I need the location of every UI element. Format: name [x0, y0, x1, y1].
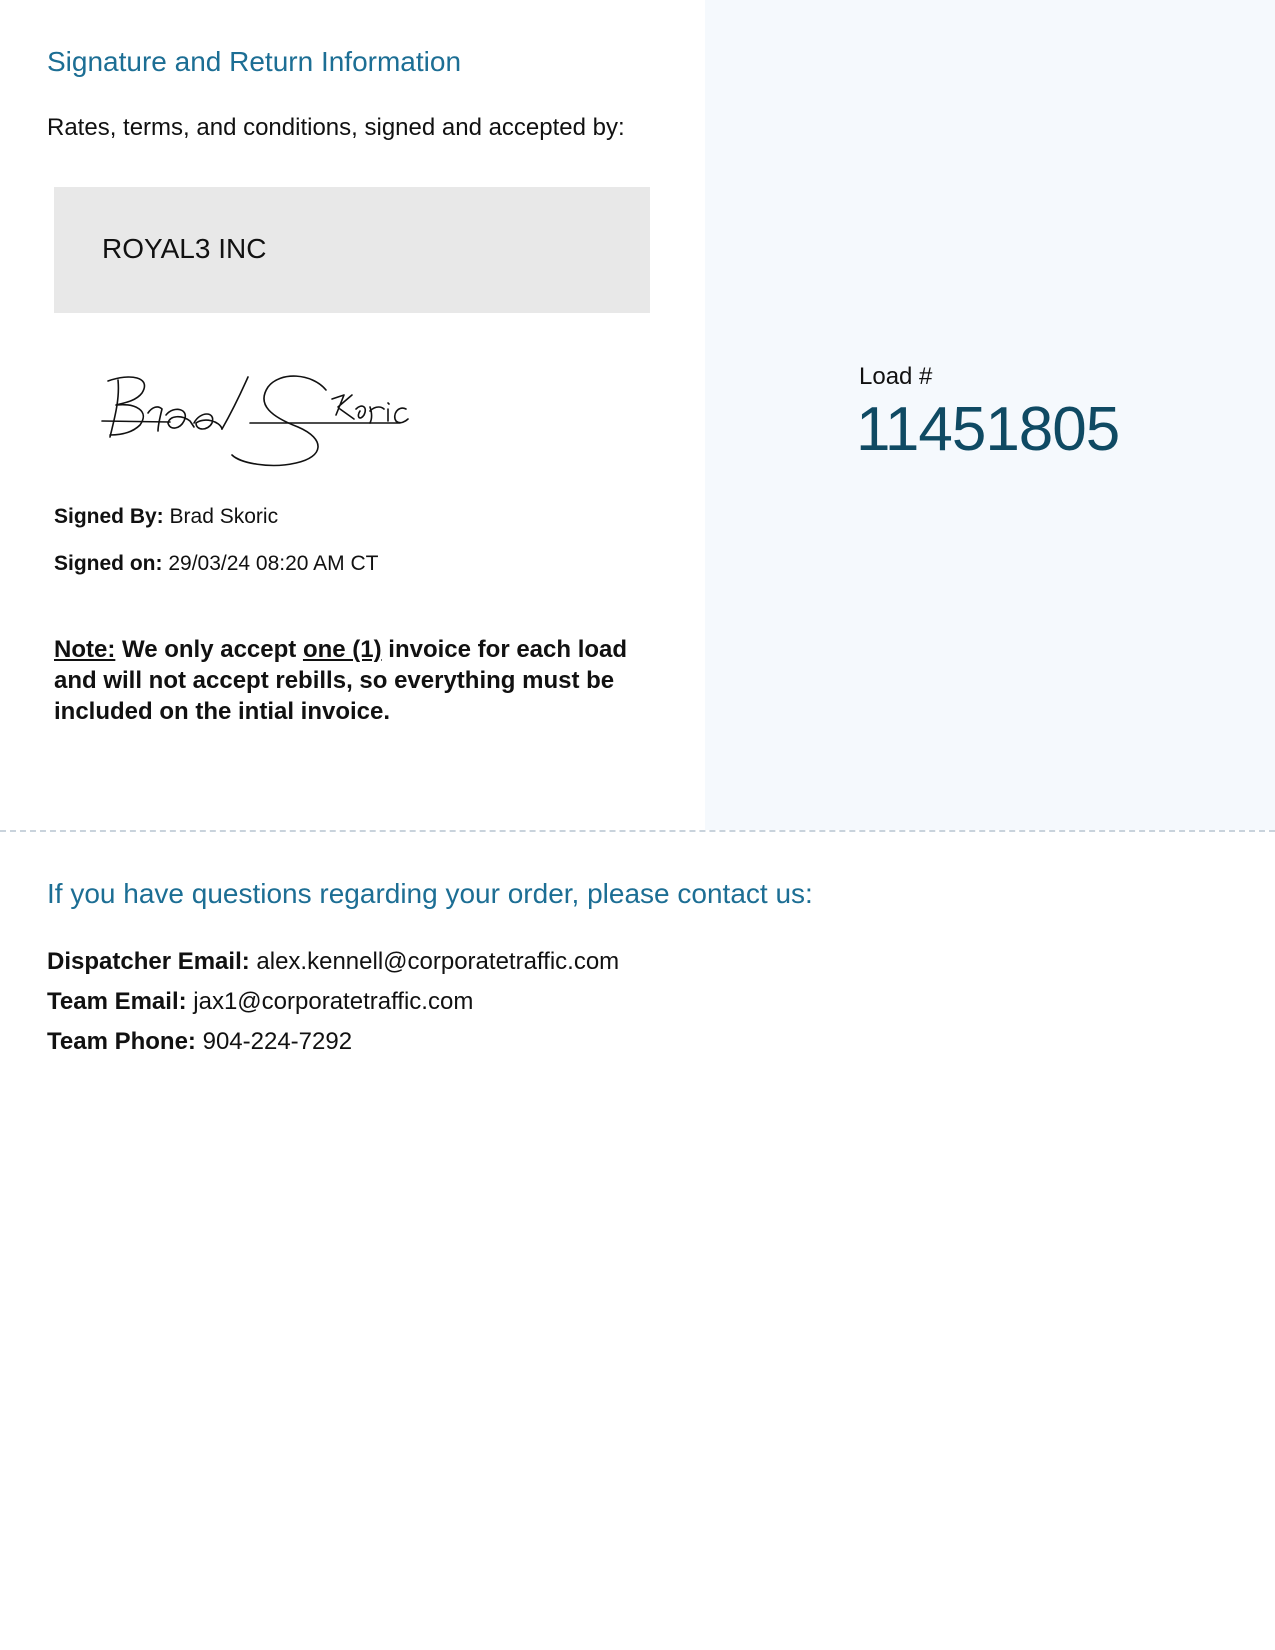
- note-emphasis: one (1): [302, 636, 382, 663]
- acceptance-intro: Rates, terms, and conditions, signed and accepted by:: [47, 114, 625, 141]
- dispatcher-email-line: [47, 948, 619, 976]
- team-phone-line: [47, 1028, 352, 1056]
- dispatcher-email-value[interactable]: alex.kennell@corporatetraffic.com: [256, 948, 620, 975]
- signed-by-value: Brad Skoric: [169, 505, 279, 528]
- company-name: ROYAL3 INC: [102, 233, 267, 264]
- company-box: [54, 187, 650, 313]
- signature-text: Brad Skoric: [100, 365, 106, 366]
- handwritten-signature: [100, 365, 430, 470]
- team-email-label: Team Email:: [47, 988, 187, 1015]
- note-text-before: We only accept: [122, 636, 297, 663]
- team-email-value[interactable]: jax1@corporatetraffic.com: [193, 988, 474, 1015]
- signed-by-line: [54, 505, 278, 529]
- signed-on-line: [54, 552, 378, 576]
- dispatcher-email-label: Dispatcher Email:: [47, 948, 250, 975]
- team-phone-value[interactable]: 904-224-7292: [202, 1028, 353, 1055]
- note-label: Note:: [54, 636, 116, 663]
- team-phone-label: Team Phone:: [47, 1028, 196, 1055]
- signed-on-label: Signed on:: [54, 552, 163, 575]
- note-text-after: invoice for each load and will not accept rebills, so everything must be included on the intial invoice.: [54, 636, 628, 725]
- signature-section-title: Signature and Return Information: [47, 46, 462, 77]
- signed-on-value: 29/03/24 08:20 AM CT: [168, 552, 379, 575]
- load-number: 11451805: [856, 395, 1120, 464]
- invoice-note: [54, 634, 634, 727]
- contact-section-title: If you have questions regarding your order, please contact us:: [47, 878, 813, 909]
- section-divider: [0, 830, 1275, 832]
- signed-by-label: Signed By:: [54, 505, 164, 528]
- load-label: Load #: [859, 363, 933, 390]
- team-email-line: [47, 988, 473, 1016]
